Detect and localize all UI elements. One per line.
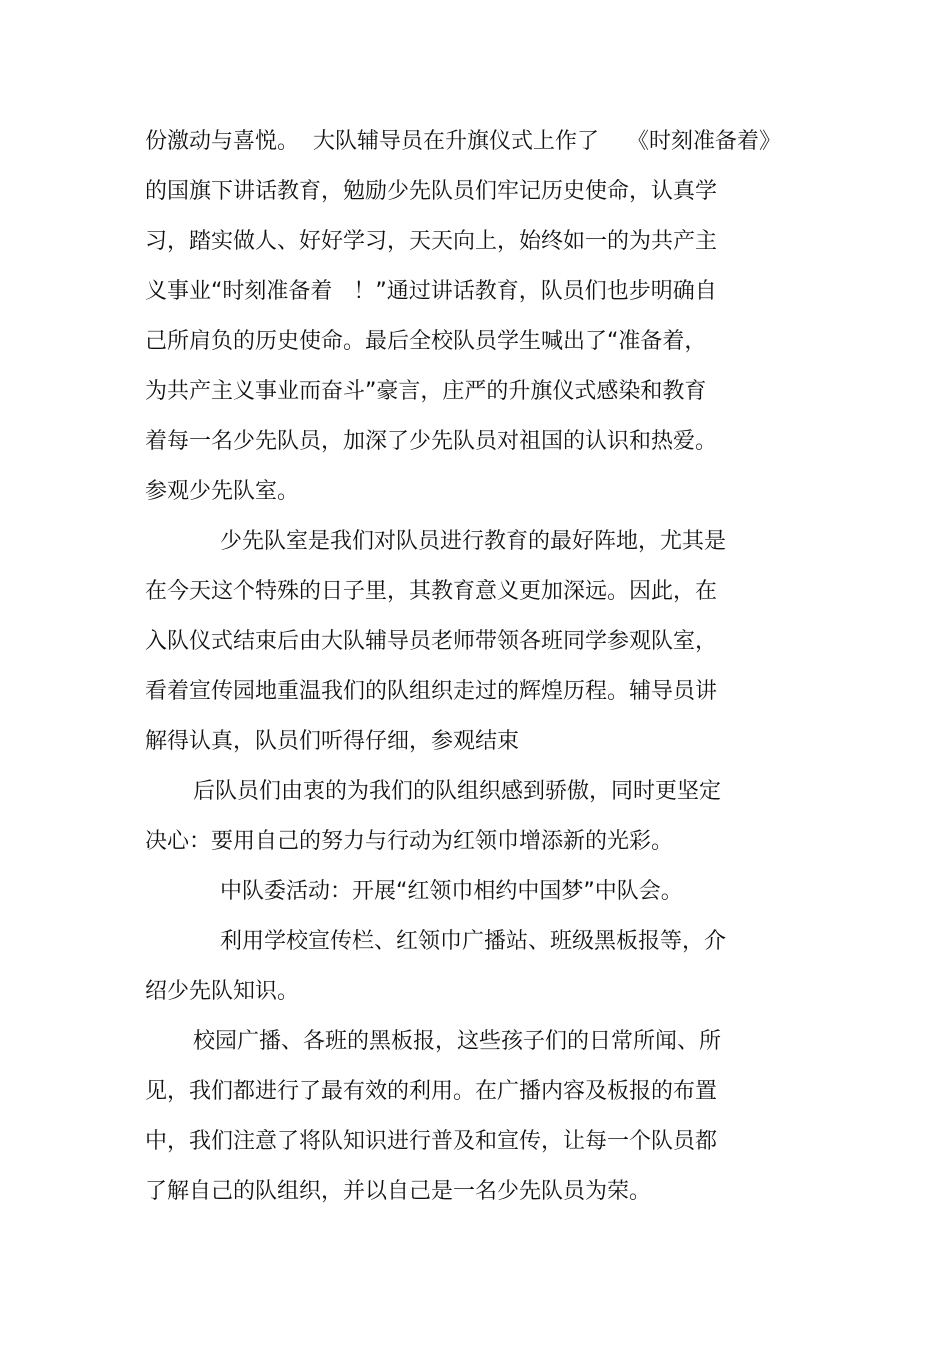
text-line-13: 解得认真，队员们听得仔细，参观结束 [145, 729, 520, 754]
text-line-14: 后队员们由衷的为我们的队组织感到骄傲，同时更坚定 [193, 779, 722, 804]
text-line-17: 利用学校宣传栏、红领巾广播站、班级黑板报等，介 [220, 929, 727, 954]
text-line-5: 己所肩负的历史使命。最后全校队员学生喊出了“准备着， [145, 329, 707, 354]
text-line-1: 份激动与喜悦。 大队辅导员在升旗仪式上作了 《时刻准备着》 [145, 129, 781, 154]
text-line-18: 绍少先队知识。 [145, 979, 300, 1004]
text-line-12: 看着宣传园地重温我们的队组织走过的辉煌历程。辅导员讲 [145, 679, 718, 704]
text-line-4: 义事业“时刻准备着 ！”通过讲话教育，队员们也步明确自 [145, 279, 717, 304]
text-line-7: 着每一名少先队员，加深了少先队员对祖国的认识和热爱。 [145, 429, 718, 454]
section-heading-visit: 参观少先队室。 [145, 479, 300, 504]
text-line-15: 决心：要用自己的努力与行动为红领巾增添新的光彩。 [145, 829, 674, 854]
text-line-22: 了解自己的队组织，并以自己是一名少先队员为荣。 [145, 1179, 652, 1204]
text-line-16: 中队委活动：开展“红领巾相约中国梦”中队会。 [220, 879, 683, 904]
text-line-11: 入队仪式结束后由大队辅导员老师带领各班同学参观队室， [145, 629, 718, 654]
text-line-3: 习，踏实做人、好好学习，天天向上，始终如一的为共产主 [145, 229, 718, 254]
text-line-9: 少先队室是我们对队员进行教育的最好阵地，尤其是 [220, 529, 727, 554]
text-line-2: 的国旗下讲话教育，勉励少先队员们牢记历史使命，认真学 [145, 179, 718, 204]
text-line-20: 见，我们都进行了最有效的利用。在广播内容及板报的布置 [145, 1079, 718, 1104]
text-line-21: 中，我们注意了将队知识进行普及和宣传，让每一个队员都 [145, 1129, 718, 1154]
text-line-10: 在今天这个特殊的日子里，其教育意义更加深远。因此，在 [145, 579, 718, 604]
text-line-19: 校园广播、各班的黑板报，这些孩子们的日常所闻、所 [193, 1029, 722, 1054]
text-line-6: 为共产主义事业而奋斗”豪言，庄严的升旗仪式感染和教育 [145, 379, 707, 404]
